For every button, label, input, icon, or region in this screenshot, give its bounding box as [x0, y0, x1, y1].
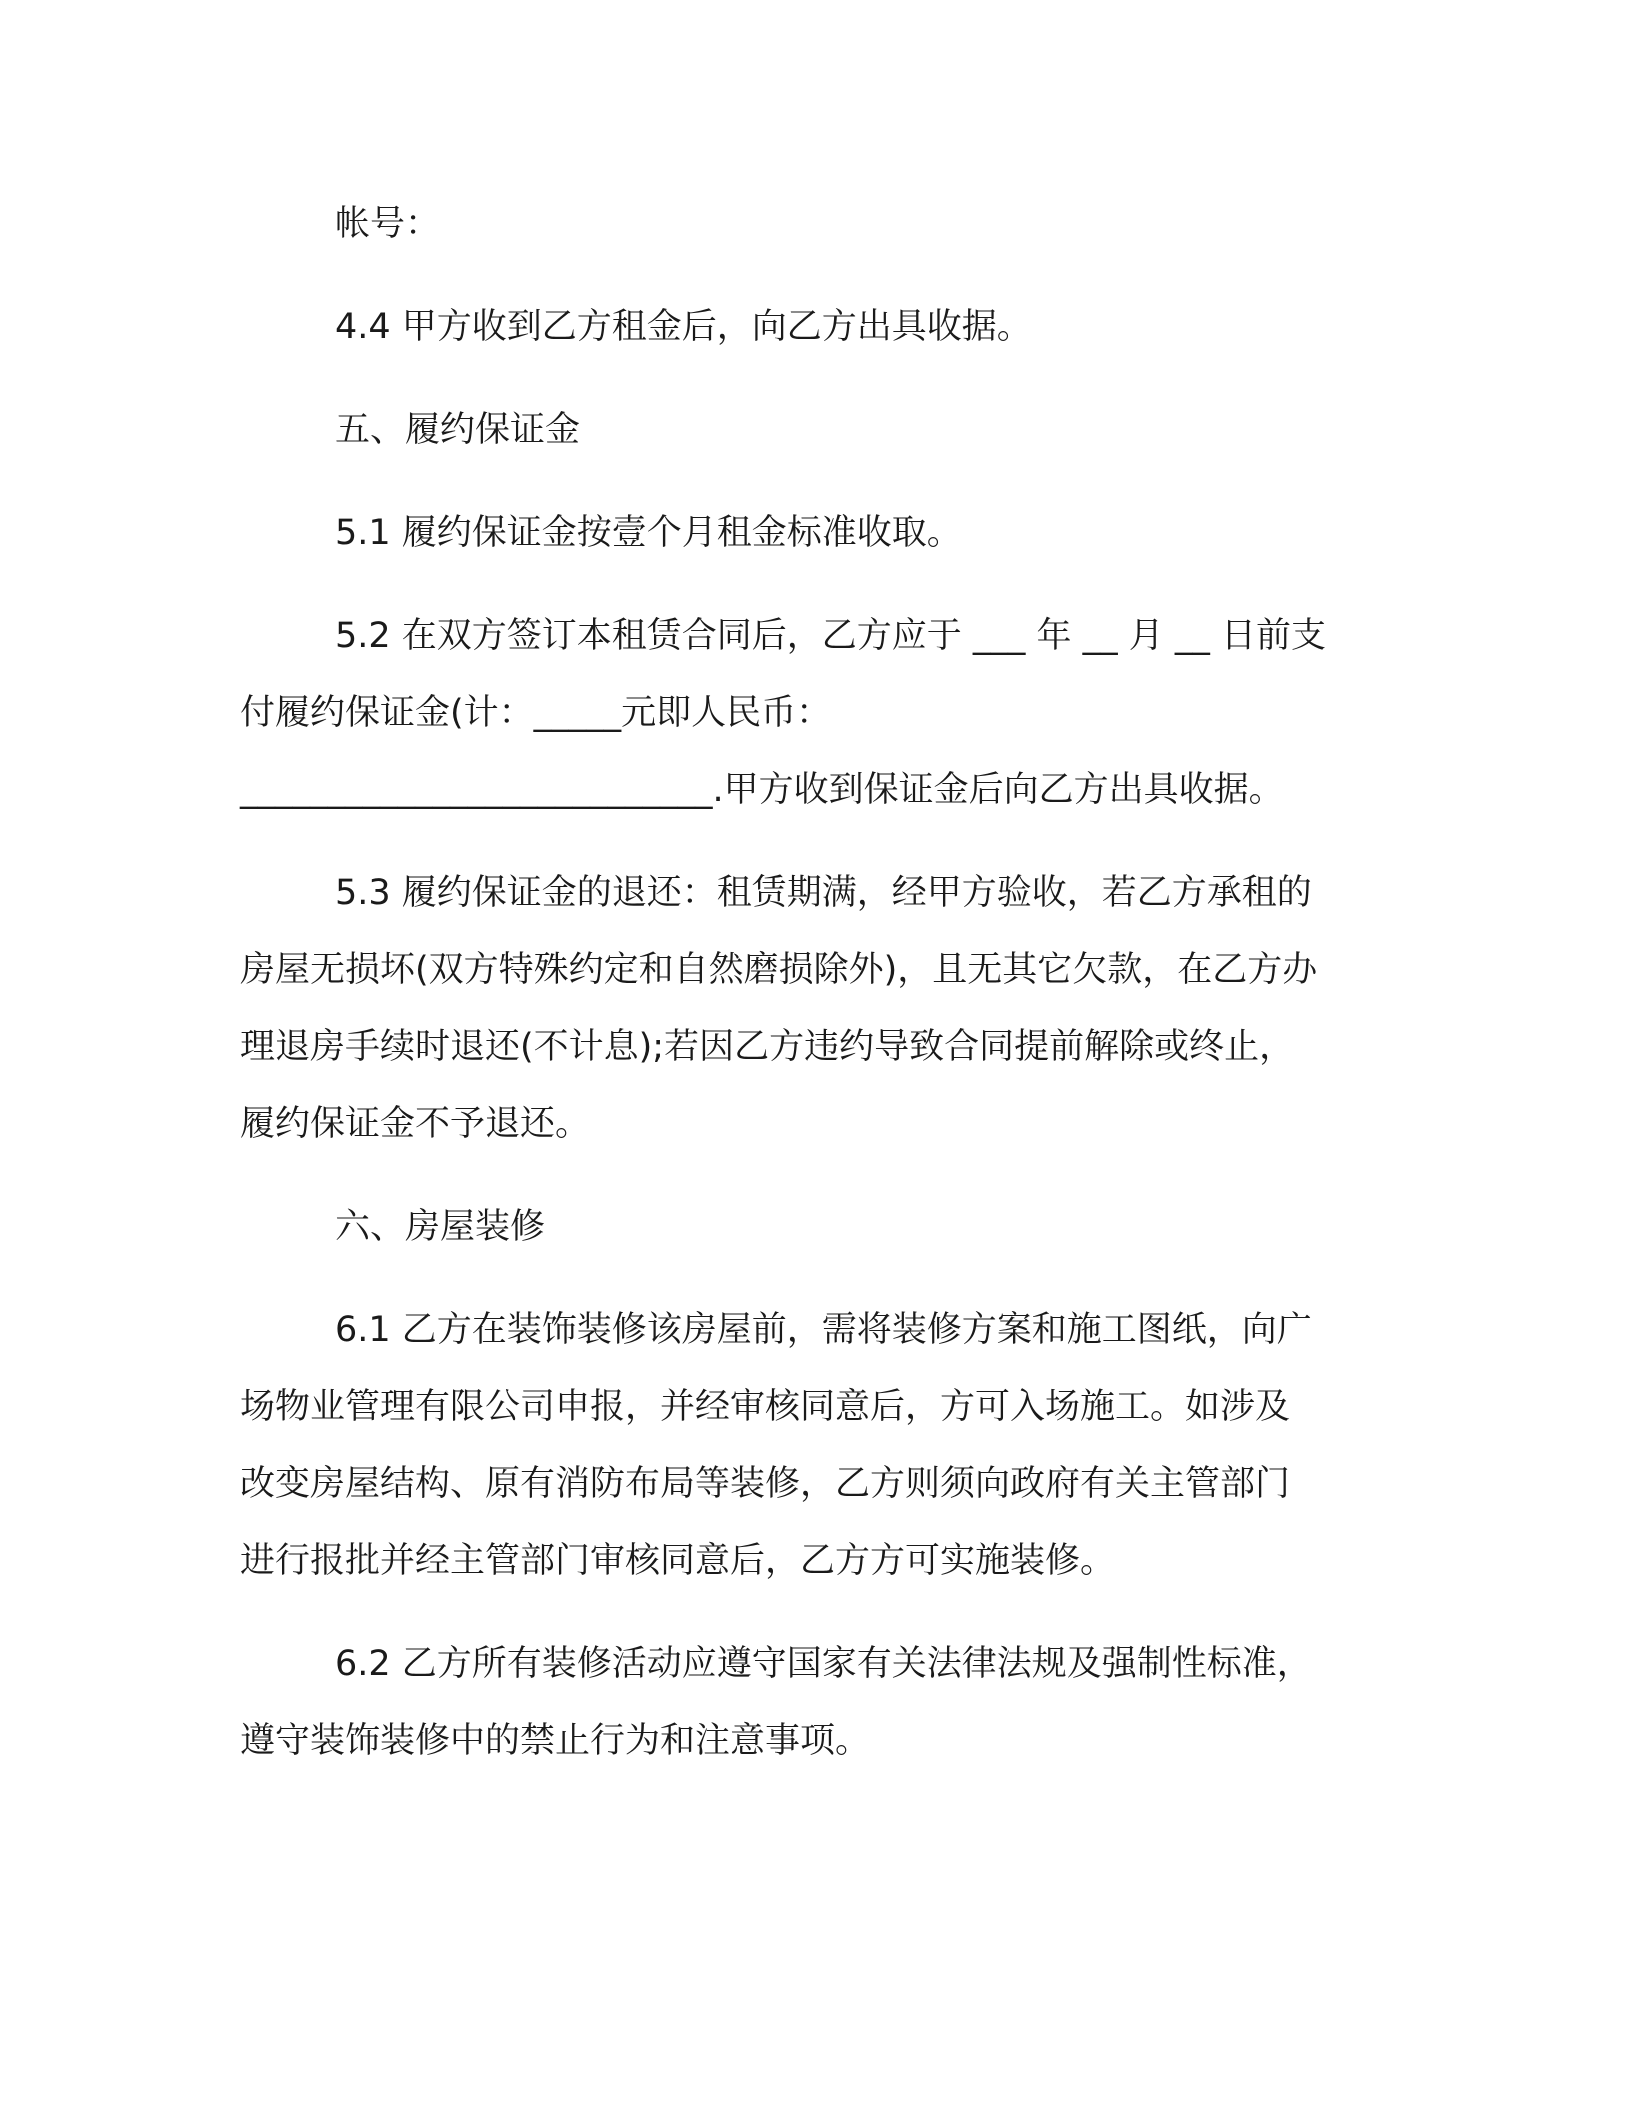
text-line: 5.3 履约保证金的退还：租赁期满，经甲方验收，若乙方承租的 [335, 873, 1312, 913]
text-line: 6.1 乙方在装饰装修该房屋前，需将装修方案和施工图纸，向广 [335, 1310, 1312, 1350]
text-line: 五、履约保证金 [335, 410, 581, 450]
section-heading-6 [240, 1189, 1390, 1266]
text-line: ___________________________.甲方收到保证金后向乙方出具收据。 [240, 770, 1284, 810]
clause-5-1 [240, 495, 1390, 572]
text-line: 房屋无损坏(双方特殊约定和自然磨损除外)，且无其它欠款，在乙方办 [240, 950, 1318, 990]
text-line: 6.2 乙方所有装修活动应遵守国家有关法律法规及强制性标准， [335, 1644, 1312, 1684]
text-line: 付履约保证金(计：_____元即人民币： [240, 693, 832, 733]
clause-4-4 [240, 289, 1390, 366]
document-body [240, 186, 1390, 1806]
text-line: 进行报批并经主管部门审核同意后，乙方方可实施装修。 [240, 1541, 1116, 1581]
clause-6-2 [240, 1626, 1390, 1780]
text-line: 履约保证金不予退还。 [240, 1104, 591, 1144]
text-line: 场物业管理有限公司申报，并经审核同意后，方可入场施工。如涉及 [240, 1387, 1291, 1427]
section-heading-5 [240, 392, 1390, 469]
text-line: 4.4 甲方收到乙方租金后，向乙方出具收据。 [335, 307, 1032, 347]
account-line [240, 186, 1390, 263]
text-line: 5.1 履约保证金按壹个月租金标准收取。 [335, 513, 962, 553]
clause-5-2 [240, 598, 1390, 829]
text-line: 六、房屋装修 [335, 1207, 546, 1247]
text-line: 改变房屋结构、原有消防布局等装修，乙方则须向政府有关主管部门 [240, 1464, 1291, 1504]
text-line: 遵守装饰装修中的禁止行为和注意事项。 [240, 1721, 871, 1761]
text-line: 5.2 在双方签订本租赁合同后，乙方应于 ___ 年 __ 月 __ 日前支 [335, 616, 1327, 656]
text-line: 帐号： [335, 204, 441, 244]
clause-5-3 [240, 855, 1390, 1163]
text-line: 理退房手续时退还(不计息);若因乙方违约导致合同提前解除或终止， [240, 1027, 1295, 1067]
clause-6-1 [240, 1292, 1390, 1600]
